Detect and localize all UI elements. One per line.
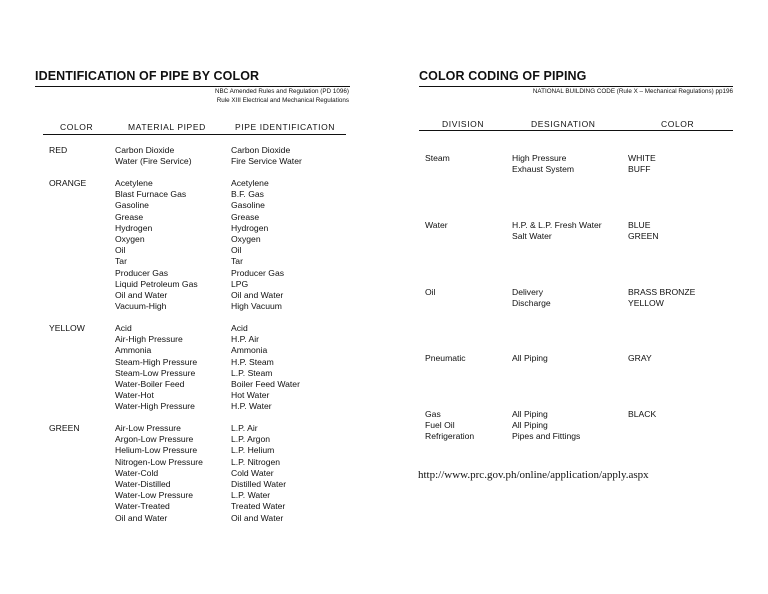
pipe-identification: LPG — [231, 278, 249, 289]
source-url[interactable]: http://www.prc.gov.ph/online/application/apply.aspx — [418, 469, 649, 481]
left-group-materials-column — [115, 178, 198, 312]
division-value: Pneumatic — [425, 353, 466, 363]
pipe-identification: L.P. Air — [231, 423, 258, 433]
pipe-identification: Hot Water — [231, 390, 270, 401]
left-group-materials-column — [115, 145, 192, 167]
material-piped: Oxygen — [115, 234, 145, 245]
pipe-identification: High Vacuum — [231, 301, 282, 312]
right-group-division-column — [425, 409, 474, 443]
left-header-identification: PIPE IDENTIFICATION — [235, 122, 336, 132]
material-piped: Air-High Pressure — [115, 334, 183, 345]
color-name: ORANGE — [49, 178, 87, 188]
right-header-designation: DESIGNATION — [531, 119, 596, 129]
material-piped: Water-Treated — [115, 501, 170, 512]
pipe-identification: H.P. Water — [231, 401, 272, 412]
left-group-materials-column — [115, 423, 203, 524]
pipe-identification: Oil and Water — [231, 512, 284, 523]
right-group-color-column — [628, 153, 656, 175]
material-piped: Liquid Petroleum Gas — [115, 278, 198, 289]
material-piped: Air-Low Pressure — [115, 423, 181, 433]
color-value: BUFF — [628, 164, 651, 175]
pipe-identification: Acid — [231, 323, 248, 333]
right-header-rule — [419, 130, 733, 131]
pipe-identification: Distilled Water — [231, 479, 287, 490]
designation-value: Salt Water — [512, 231, 552, 242]
color-value: BRASS BRONZE — [628, 287, 696, 297]
designation-value: Pipes and Fittings — [512, 431, 581, 442]
material-piped: Helium-Low Pressure — [115, 445, 198, 456]
color-value: BLACK — [628, 409, 657, 419]
material-piped: Acetylene — [115, 178, 153, 188]
material-piped: Water-Cold — [115, 467, 159, 478]
pipe-identification: Oil and Water — [231, 290, 284, 301]
material-piped: Gasoline — [115, 200, 149, 211]
left-group-ids-column — [231, 145, 302, 167]
material-piped: Water-Low Pressure — [115, 490, 194, 501]
left-header-material: MATERIAL PIPED — [128, 122, 206, 132]
material-piped: Nitrogen-Low Pressure — [115, 456, 203, 467]
division-value: Steam — [425, 153, 450, 163]
right-group-designation-column — [512, 220, 602, 242]
material-piped: Vacuum-High — [115, 301, 167, 312]
left-group-ids-column — [231, 323, 300, 413]
left-subtitle-line-1: NBC Amended Rules and Regulation (PD 1096) — [214, 88, 349, 95]
color-value: GREEN — [628, 231, 659, 242]
pipe-identification: Producer Gas — [231, 267, 285, 278]
pipe-identification: Carbon Dioxide — [231, 145, 291, 155]
pipe-identification: H.P. Steam — [231, 356, 274, 367]
pipe-identification: Fire Service Water — [231, 156, 302, 167]
pipe-identification: L.P. Nitrogen — [231, 456, 281, 467]
right-group-division-column — [425, 220, 448, 231]
pipe-identification: Boiler Feed Water — [231, 379, 300, 390]
designation-value: Discharge — [512, 298, 551, 309]
right-group-division-column — [425, 353, 466, 364]
left-group-color-column — [49, 423, 80, 434]
left-group-materials-column — [115, 323, 197, 413]
pipe-identification: L.P. Steam — [231, 367, 273, 378]
designation-value: All Piping — [512, 409, 548, 419]
division-value: Fuel Oil — [425, 420, 455, 431]
right-title: COLOR CODING OF PIPING — [419, 69, 587, 83]
color-value: WHITE — [628, 153, 656, 163]
material-piped: Steam-Low Pressure — [115, 367, 196, 378]
pipe-identification: Oil — [231, 245, 242, 256]
division-value: Gas — [425, 409, 441, 419]
right-group-designation-column — [512, 353, 548, 364]
right-group-designation-column — [512, 287, 551, 309]
material-piped: Tar — [115, 256, 127, 267]
color-value: YELLOW — [628, 298, 664, 309]
left-group-ids-column — [231, 423, 286, 524]
right-subtitle: NATIONAL BUILDING CODE (Rule X – Mechanical Regulations) pp196 — [532, 88, 733, 95]
pipe-identification: Cold Water — [231, 467, 274, 478]
material-piped: Producer Gas — [115, 267, 169, 278]
pipe-identification: L.P. Water — [231, 490, 271, 501]
right-group-division-column — [425, 153, 450, 164]
material-piped: Water-High Pressure — [115, 401, 195, 412]
left-group-color-column — [49, 323, 85, 334]
color-value: BLUE — [628, 220, 651, 230]
pipe-identification: Gasoline — [231, 200, 265, 211]
division-value: Water — [425, 220, 448, 230]
right-group-color-column — [628, 220, 659, 242]
designation-value: H.P. & L.P. Fresh Water — [512, 220, 602, 230]
right-group-color-column — [628, 409, 656, 420]
designation-value: All Piping — [512, 420, 548, 431]
material-piped: Water-Boiler Feed — [115, 379, 185, 390]
left-subtitle — [215, 87, 349, 105]
right-header-color: COLOR — [661, 119, 695, 129]
designation-value: High Pressure — [512, 153, 567, 163]
material-piped: Oil and Water — [115, 290, 168, 301]
pipe-identification: L.P. Argon — [231, 434, 271, 445]
material-piped: Acid — [115, 323, 132, 333]
pipe-identification: Tar — [231, 256, 243, 267]
right-group-designation-column — [512, 409, 580, 443]
left-title: IDENTIFICATION OF PIPE BY COLOR — [35, 69, 260, 83]
pipe-identification: B.F. Gas — [231, 189, 264, 200]
pipe-identification: L.P. Helium — [231, 445, 275, 456]
left-subtitle-line-2: Rule XIII Electrical and Mechanical Regulations — [216, 97, 349, 104]
material-piped: Argon-Low Pressure — [115, 434, 194, 445]
designation-value: All Piping — [512, 353, 548, 363]
color-name: GREEN — [49, 423, 80, 433]
right-header-division: DIVISION — [442, 119, 485, 129]
material-piped: Water-Distilled — [115, 479, 171, 490]
material-piped: Oil — [115, 245, 126, 256]
material-piped: Ammonia — [115, 345, 152, 356]
left-header-rule — [43, 134, 346, 135]
material-piped: Grease — [115, 211, 144, 222]
pipe-identification: H.P. Air — [231, 334, 260, 345]
material-piped: Blast Furnace Gas — [115, 189, 187, 200]
pipe-identification: Grease — [231, 211, 260, 222]
material-piped: Water-Hot — [115, 390, 154, 401]
left-group-color-column — [49, 145, 67, 156]
color-name: YELLOW — [49, 323, 85, 333]
pipe-identification: Ammonia — [231, 345, 268, 356]
material-piped: Oil and Water — [115, 512, 168, 523]
division-value: Refrigeration — [425, 431, 475, 442]
designation-value: Delivery — [512, 287, 544, 297]
right-group-division-column — [425, 287, 436, 298]
material-piped: Steam-High Pressure — [115, 356, 198, 367]
pipe-identification: Acetylene — [231, 178, 269, 188]
color-value: GRAY — [628, 353, 652, 363]
left-group-color-column — [49, 178, 86, 189]
division-value: Oil — [425, 287, 436, 297]
left-group-ids-column — [231, 178, 284, 312]
material-piped: Carbon Dioxide — [115, 145, 175, 155]
right-group-designation-column — [512, 153, 574, 175]
pipe-identification: Hydrogen — [231, 222, 269, 233]
right-group-color-column — [628, 287, 695, 309]
pipe-identification: Oxygen — [231, 234, 261, 245]
right-group-color-column — [628, 353, 652, 364]
color-name: RED — [49, 145, 68, 155]
material-piped: Hydrogen — [115, 222, 153, 233]
pipe-identification: Treated Water — [231, 501, 286, 512]
material-piped: Water (Fire Service) — [115, 156, 192, 167]
designation-value: Exhaust System — [512, 164, 575, 175]
left-header-color: COLOR — [60, 122, 94, 132]
